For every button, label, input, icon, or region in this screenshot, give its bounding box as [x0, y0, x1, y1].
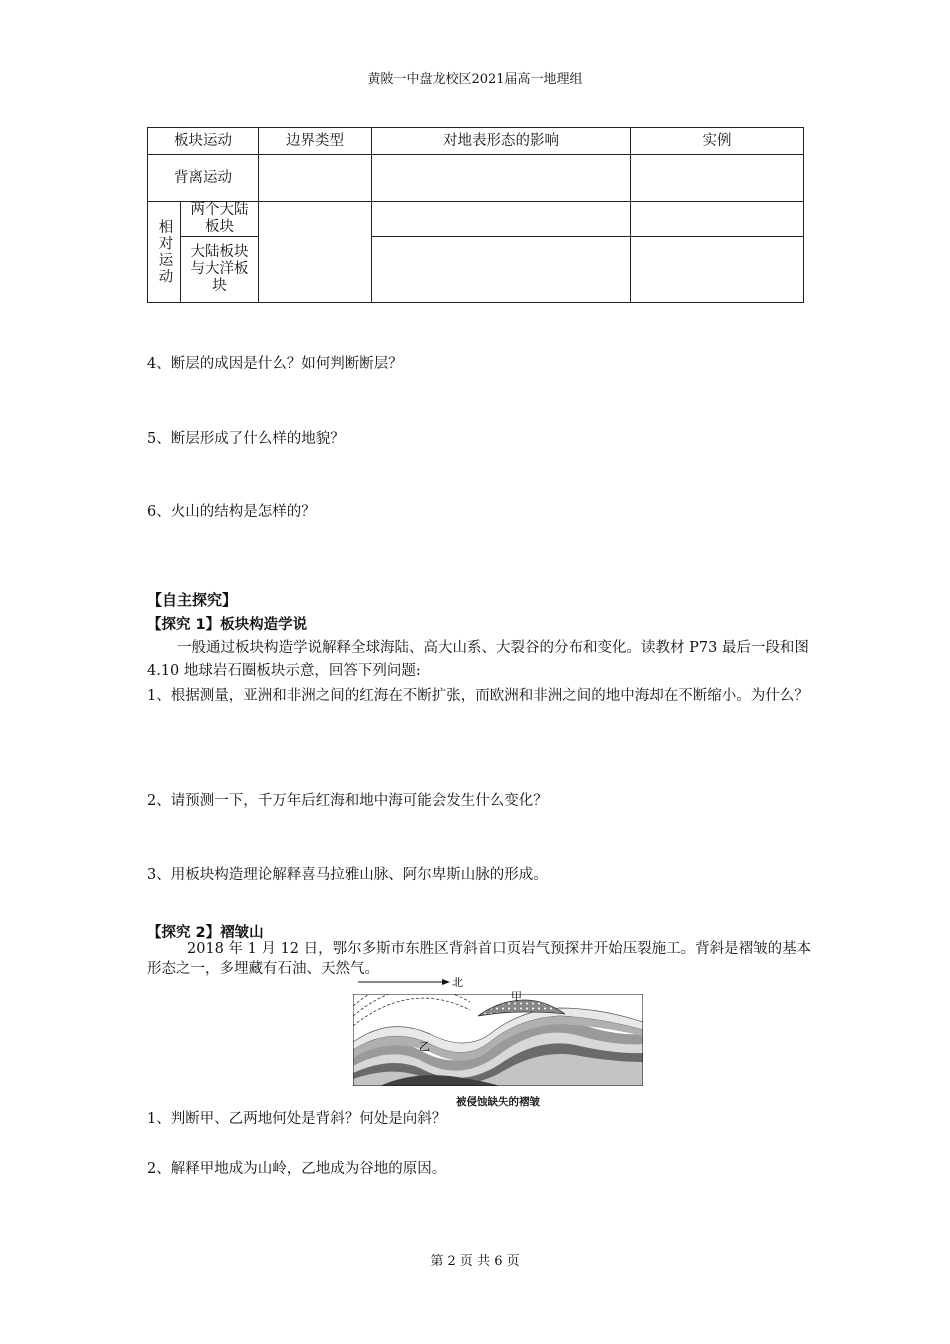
page-footer: 第 2 页 共 6 页 [430, 1254, 520, 1269]
table-header-boundary: 边界类型 [259, 128, 372, 155]
explore1-title: 【探究 1】板块构造学说 [147, 617, 308, 633]
arrow-right-icon [442, 979, 450, 985]
table-group-label: 相对运动 [156, 219, 173, 285]
figure-caption: 被侵蚀缺失的褶皱 [456, 1096, 540, 1108]
section-title: 【自主探究】 [147, 591, 238, 609]
plate-table [147, 127, 804, 303]
explore2-intro: 2018 年 1 月 12 日，鄂尔多斯市东胜区背斜首口页岩气预探井开始压裂施工。背斜是褶皱的基本形态之一，多埋藏有石油、天然气。 [147, 941, 812, 977]
explore1-q2: 2、请预测一下，千万年后红海和地中海可能会发生什么变化？ [147, 793, 548, 809]
page-header: 黄陂一中盘龙校区2021届高一地理组 [367, 72, 583, 87]
explore1-intro: 一般通过板块构造学说解释全球海陆、高大山系、大裂谷的分布和变化。读教材 P73 最后一段和图 4.10 地球岩石圈板块示意，回答下列问题: [147, 640, 809, 679]
question-6: 6、火山的结构是怎样的？ [147, 504, 316, 520]
table-row-diverge-label: 背离运动 [148, 155, 259, 202]
label-yi: 乙 [419, 1040, 430, 1053]
fold-figure [350, 976, 646, 1108]
question-4: 4、断层的成因是什么？如何判断断层？ [147, 356, 403, 372]
explore1-q1: 1、根据测量，亚洲和非洲之间的红海在不断扩张，而欧洲和非洲之间的地中海却在不断缩小。为什么？ [147, 688, 809, 704]
north-label: 北 [452, 976, 463, 989]
table-cell-empty [259, 202, 372, 303]
explore1-q3: 3、用板块构造理论解释喜马拉雅山脉、阿尔卑斯山脉的形成。 [147, 867, 548, 883]
fold-diagram [350, 976, 646, 1088]
table-cell-empty [631, 155, 804, 202]
table-header-motion: 板块运动 [148, 128, 259, 155]
table-cell-empty [372, 237, 631, 303]
table-cell-empty [372, 155, 631, 202]
table-sub1-label: 两个大陆板块 [181, 202, 259, 237]
question-5: 5、断层形成了什么样的地貌？ [147, 431, 345, 447]
table-sub2-label: 大陆板块与大洋板块 [181, 237, 259, 303]
table-group-label-cell [148, 202, 181, 303]
table-header-example: 实例 [631, 128, 804, 155]
table-cell-empty [631, 202, 804, 237]
explore2-title: 【探究 2】褶皱山 [147, 925, 264, 941]
explore2-q2: 2、解释甲地成为山岭，乙地成为谷地的原因。 [147, 1161, 447, 1177]
explore2-q1: 1、判断甲、乙两地何处是背斜？何处是向斜？ [147, 1111, 447, 1127]
table-cell-empty [631, 237, 804, 303]
label-jia: 甲 [511, 990, 522, 1003]
table-cell-empty [372, 202, 631, 237]
table-cell-empty [259, 155, 372, 202]
table-header-influence: 对地表形态的影响 [372, 128, 631, 155]
